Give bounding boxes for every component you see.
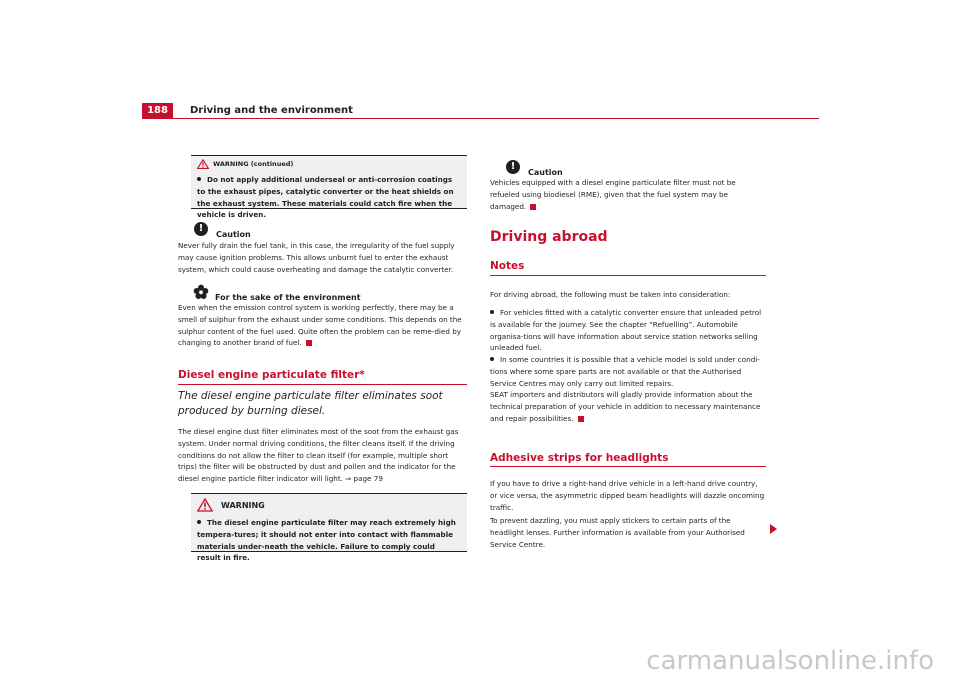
- bullet-1-text: For vehicles fitted with a catalytic converter ensure that unleaded petrol is available for the journey. See the chapter “Refuelling”. Automobile organisa-tions will have information about service station networks selling unleaded fuel.: [490, 308, 762, 353]
- driving-abroad-closing-block: [490, 389, 766, 424]
- driving-abroad-intro: For driving abroad, the following must be taken into consideration:: [490, 290, 731, 299]
- dpf-subtitle: The diesel engine particulate filter eliminates soot produced by burning diesel.: [178, 390, 443, 417]
- end-of-section-mark: [306, 340, 312, 346]
- bullet-icon: [490, 310, 494, 314]
- environment-heading: [193, 284, 361, 300]
- environment-label: For the sake of the environment: [215, 292, 361, 302]
- driving-abroad-bullet-2: [490, 354, 766, 389]
- caution-text: Never fully drain the fuel tank, in this case, the irregularity of the fuel supply may cause ignition problems. This allows unburnt fuel to enter the exhaust system, which could cause overheating and damage the catalytic converter.: [178, 241, 455, 274]
- headlights-title-rule: [490, 466, 766, 467]
- header-rule: [173, 118, 819, 119]
- warning-box: [191, 493, 467, 563]
- dpf-title-rule: [178, 384, 467, 385]
- bullet-icon: [197, 520, 201, 524]
- flower-icon: [193, 284, 209, 300]
- bullet-icon: [197, 177, 201, 181]
- caution-icon: !: [506, 160, 520, 174]
- end-of-section-mark: [578, 416, 584, 422]
- warning-triangle-icon: [197, 159, 209, 169]
- notes-title-rule: [490, 275, 766, 276]
- environment-text-block: [178, 302, 466, 349]
- driving-abroad-closing: SEAT importers and distributors will gladly provide information about the technical preparation of your vehicle in addition to necessary maintenance and repair possibilities.: [490, 390, 761, 423]
- headlights-title: Adhesive strips for headlights: [490, 452, 669, 464]
- caution-label: Caution: [216, 229, 251, 239]
- page-header-title: Driving and the environment: [190, 105, 353, 116]
- bullet-icon: [490, 357, 494, 361]
- environment-text: Even when the emission control system is working perfectly, there may be a smell of sulphur from the exhaust under some conditions. This depends on the sulphur content of the fuel used. Quite often the problem can be reme-died by changing to another brand of fuel.: [178, 303, 462, 348]
- caution-heading-right: [506, 160, 563, 177]
- notes-title: Notes: [490, 260, 525, 272]
- driving-abroad-bullet-1: [490, 307, 766, 354]
- page-number: 188: [142, 103, 173, 119]
- watermark: carmanualsonline.info: [646, 646, 934, 676]
- warning-continued-text-block: [197, 174, 461, 221]
- dpf-text: The diesel engine dust filter eliminates most of the soot from the exhaust gas system. Under normal driving conditions, the filter cleans itself. If the driving conditions do not allow the filter to clean itself (for example, multiple short trips) the filter will be obstructed by dust and pollen and the indicator for the diesel engine particle filter indicator will light. ⇒ page 79: [178, 427, 459, 484]
- warning-label: WARNING: [221, 500, 265, 510]
- warning-continued-box: [191, 155, 467, 220]
- end-of-section-mark: [530, 204, 536, 210]
- caution-icon: !: [194, 222, 208, 236]
- headlights-paragraph-2: To prevent dazzling, you must apply stickers to certain parts of the headlight lenses. Further information is available from your Authorised Service Centre.: [490, 516, 745, 549]
- caution-text-right-block: [490, 177, 766, 212]
- bullet-2-text: In some countries it is possible that a vehicle model is sold under condi-tions where some spare parts are not available or that the Authorised Service Centres may only carry out limited repairs.: [490, 355, 760, 388]
- headlights-paragraph-1: If you have to drive a right-hand drive vehicle in a left-hand drive country, or vice versa, the asymmetric dipped beam headlights will dazzle oncoming traffic.: [490, 479, 765, 512]
- dpf-section-title: Diesel engine particulate filter*: [178, 369, 365, 381]
- driving-abroad-title: Driving abroad: [490, 229, 608, 245]
- warning-text: The diesel engine particulate filter may reach extremely high tempera-tures; it should not enter into contact with flammable materials under-neath the vehicle. Failure to comply could result in fire.: [197, 518, 456, 563]
- warning-triangle-icon: [197, 498, 213, 512]
- warning-continued-text: Do not apply additional underseal or anti-corrosion coatings to the exhaust pipes, catalytic converter or the heat shields on the exhaust system. These materials could catch fire when the vehicle is driven.: [197, 175, 454, 220]
- caution-label-right: Caution: [528, 167, 563, 177]
- caution-heading: [194, 222, 251, 239]
- continued-arrow-icon: [770, 524, 777, 534]
- warning-text-block: [197, 517, 461, 564]
- caution-text-right: Vehicles equipped with a diesel engine particulate filter must not be refueled using biodiesel (RME), given that the fuel system may be damaged.: [490, 178, 736, 211]
- warning-continued-label: WARNING (continued): [213, 160, 294, 168]
